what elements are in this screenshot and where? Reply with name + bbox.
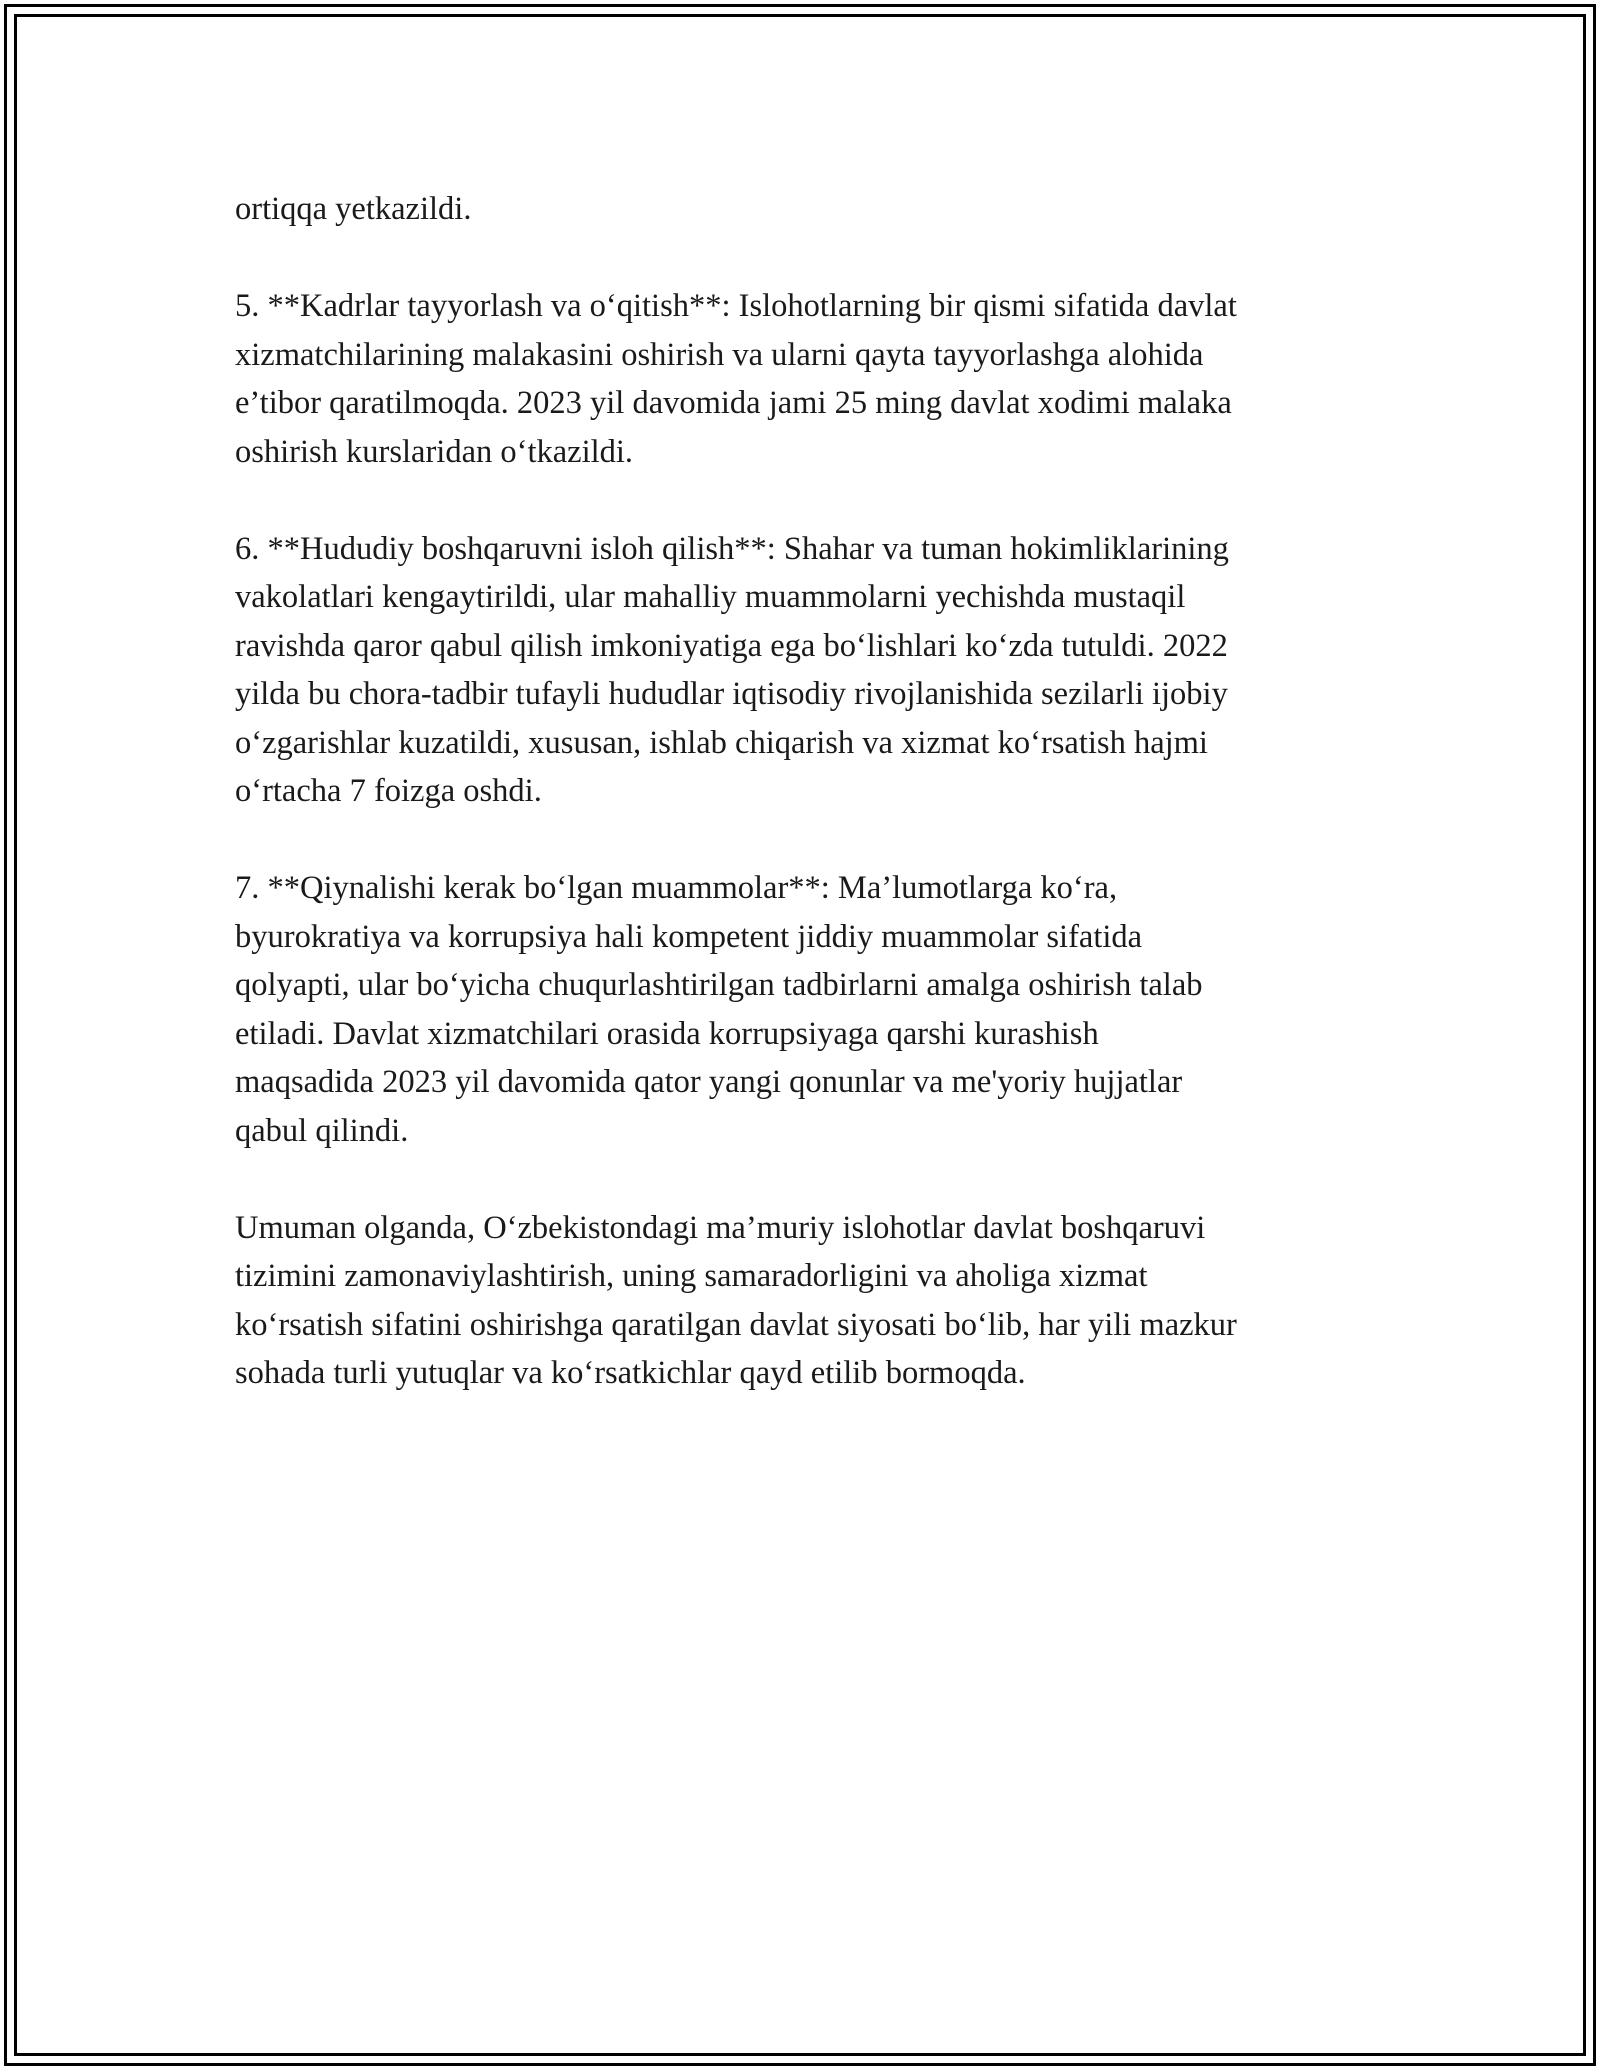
paragraph-item-6: 6. **Hududiy boshqaruvni isloh qilish**: Shahar va tuman hokimliklarining vakolatlari kengaytirildi, ular mahalliy muammolarni yechishda mustaqil ravishda qaror qabul qilish imkoniyatiga ega bo‘lishlari ko‘zda tutuldi. 2022 yilda bu chora-tadbir tufayli hududlar iqtisodiy rivojlanishida sezilarli ijobiy o‘zgarishlar kuzatildi, xususan, ishlab chiqarish va xizmat ko‘rsatish hajmi o‘rtacha 7 foizga oshdi. xyxy=(235,530,1229,809)
paragraph-conclusion: Umuman olganda, O‘zbekistondagi ma’muriy islohotlar davlat boshqaruvi tizimini zamonaviylashtirish, uning samaradorligini va aholiga xizmat ko‘rsatish sifatini oshirishga qaratilgan davlat siyosati bo‘lib, har yili mazkur sohada turli yutuqlar va ko‘rsatkichlar qayd etilib bormoqda. xyxy=(235,1209,1237,1391)
paragraph-item-5: 5. **Kadrlar tayyorlash va o‘qitish**: Islohotlarning bir qismi sifatida davlat xizmatchilarining malakasini oshirish va ularni qayta tayyorlashga alohida e’tibor qaratilmoqda. 2023 yil davomida jami 25 ming davlat xodimi malaka oshirish kurslaridan o‘tkazildi. xyxy=(235,288,1237,470)
paragraph-item-7: 7. **Qiynalishi kerak bo‘lgan muammolar**: Ma’lumotlarga ko‘ra, byurokratiya va korrupsiya hali kompetent jiddiy muammolar sifatida qolyapti, ular bo‘yicha chuqurlashtirilgan tadbirlarni amalga oshirish talab etiladi. Davlat xizmatchilari orasida korrupsiyaga qarshi kurashish maqsadida 2023 yil davomida qator yangi qonunlar va me'yoriy hujjatlar qabul qilindi. xyxy=(235,870,1203,1149)
paragraph-continuation: ortiqqa yetkazildi. xyxy=(235,191,472,227)
document-body xyxy=(235,185,1375,1446)
